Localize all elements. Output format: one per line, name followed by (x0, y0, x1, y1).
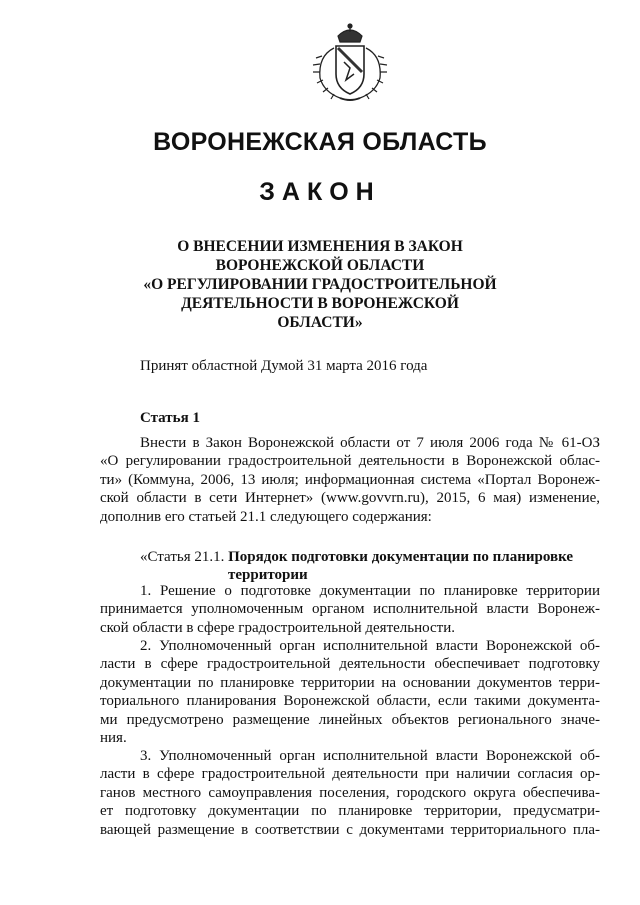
document-type: ЗАКОН (259, 178, 381, 206)
text-line: ториального планирования Воронежской области, если такими документа- (100, 693, 600, 710)
text-line: дополнив его статьей 21.1 следующего содержания: (100, 508, 432, 525)
paragraph-1 (100, 582, 600, 637)
article-21-1-prefix: «Статья 21.1. (140, 549, 229, 565)
law-title-line: О ВНЕСЕНИИ ИЗМЕНЕНИЯ В ЗАКОН (177, 238, 463, 255)
text-line: Внести в Закон Воронежской области от 7 июля 2006 года № 61-ОЗ (140, 435, 600, 451)
text-line: документации по планировке территории на основании документов терри- (100, 674, 600, 691)
text-line: ской области в сети Интернет» (www.govvrn.ru), 2015, 6 мая) изменение, (100, 490, 600, 507)
article-21-1-heading (140, 548, 573, 584)
law-title-line: ДЕЯТЕЛЬНОСТИ В ВОРОНЕЖСКОЙ (181, 295, 459, 312)
text-line: ти» (Коммуна, 2006, 13 июля; информационная система «Портал Воронеж- (100, 471, 600, 488)
coat-of-arms-icon (300, 22, 400, 104)
law-title-line: ВОРОНЕЖСКОЙ ОБЛАСТИ (215, 257, 425, 274)
article-1-text (100, 434, 600, 526)
text-line: принимается уполномоченным органом исполнительной власти Воронеж- (100, 601, 600, 618)
paragraph-3 (100, 747, 600, 839)
text-line: вающей размещение в соответствии с документами территориального пла- (100, 821, 600, 838)
text-line: 1. Решение о подготовке документации по планировке территории (140, 583, 600, 599)
text-line: ет подготовку документации по планировке территории, предусматри- (100, 803, 600, 820)
region-title: ВОРОНЕЖСКАЯ ОБЛАСТЬ (153, 128, 487, 156)
text-line: ми предусмотрено размещение линейных объектов регионального значе- (100, 711, 600, 728)
paragraph-2 (100, 637, 600, 747)
adoption-note: Принят областной Думой 31 марта 2016 года (140, 358, 428, 374)
text-line: ния. (100, 730, 127, 747)
text-line: ласти в сфере градостроительной деятельности при наличии согласия ор- (100, 766, 600, 783)
law-title (100, 237, 540, 332)
article-21-1-title: Порядок подготовки документации по планировке (228, 549, 574, 565)
law-title-line: ОБЛАСТИ» (277, 314, 363, 331)
text-line: ласти в сфере градостроительной деятельности обеспечивает подготовку (100, 656, 600, 673)
text-line: ской области в сфере градостроительной деятельности. (100, 619, 456, 636)
article-1-heading: Статья 1 (140, 410, 200, 426)
text-line: «О регулировании градостроительной деятельности в Воронежской облас- (100, 453, 600, 470)
article-21-1-title-cont: территории (228, 567, 308, 583)
law-title-line: «О РЕГУЛИРОВАНИИ ГРАДОСТРОИТЕЛЬНОЙ (143, 276, 497, 293)
text-line: ганов местного самоуправления поселения, городского округа обеспечива- (100, 784, 600, 801)
text-line: 3. Уполномоченный орган исполнительной власти Воронежской об- (140, 748, 600, 764)
text-line: 2. Уполномоченный орган исполнительной власти Воронежской об- (140, 638, 600, 654)
